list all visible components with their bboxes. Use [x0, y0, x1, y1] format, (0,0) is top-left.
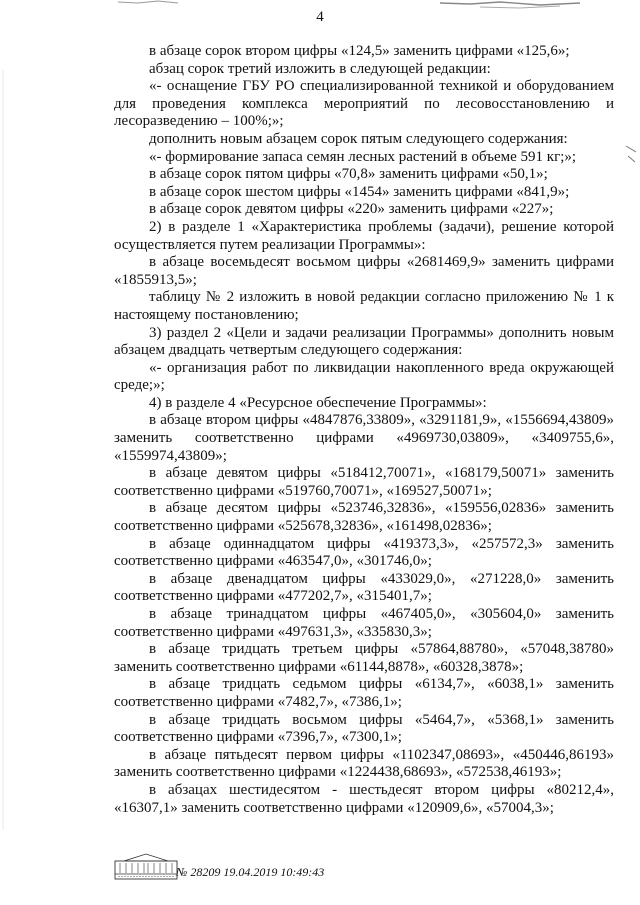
- paragraph: в абзаце десятом цифры «523746,32836», «159556,02836» заменить соответственно цифрами «525678,32836», «161498,02836»;: [114, 500, 614, 535]
- paragraph: в абзацах шестидесятом - шестьдесят втором цифры «80212,4», «16307,1» заменить соответственно цифрами «120909,6», «57004,3»;: [114, 781, 614, 816]
- page-number: 4: [316, 9, 324, 25]
- paragraph: в абзаце тридцать третьем цифры «57864,88780», «57048,38780» заменить соответственно цифрами «61144,8878», «60328,3878»;: [114, 641, 614, 675]
- paragraph: в абзаце одиннадцатом цифры «419373,3», «257572,3» заменить соответственно цифрами «463547,0», «301746,0»;: [114, 535, 614, 570]
- paragraph: в абзаце тридцать восьмом цифры «5464,7», «5368,1» заменить соответственно цифрами «7396,7», «7300,1»;: [114, 711, 614, 746]
- paragraph: абзац сорок третий изложить в следующей редакции:: [149, 60, 491, 77]
- paragraph: в абзаце сорок втором цифры «124,5» заменить цифрами «125,6»;: [149, 43, 570, 59]
- scan-artifact-top-left-icon: [118, 0, 178, 8]
- document-body: [114, 43, 614, 817]
- paragraph: таблицу № 2 изложить в новой редакции согласно приложению № 1 к настоящему постановлению;: [114, 289, 614, 323]
- paragraph: в абзаце сорок пятом цифры «70,8» заменить цифрами «50,1»;: [149, 166, 548, 183]
- footer: [114, 852, 414, 882]
- paragraph: в абзаце тридцать седьмом цифры «6134,7», «6038,1» заменить соответственно цифрами «7482,7», «7386,1»;: [114, 676, 614, 710]
- paragraph: в абзаце двенадцатом цифры «433029,0», «271228,0» заменить соответственно цифрами «477202,7», «315401,7»;: [114, 570, 614, 605]
- paragraph: «- организация работ по ликвидации накопленного вреда окружающей среде;»;: [114, 359, 614, 394]
- paragraph: в абзаце девятом цифры «518412,70071», «168179,50071» заменить соответственно цифрами «519760,70071», «169527,50071»;: [114, 465, 614, 499]
- paragraph: в абзаце пятьдесят первом цифры «1102347,08693», «450446,86193» заменить соответственно цифрами «1224438,68693», «572538,46193»;: [114, 746, 614, 781]
- paragraph: в абзаце сорок шестом цифры «1454» заменить цифрами «841,9»;: [149, 183, 570, 200]
- paragraph: 3) раздел 2 «Цели и задачи реализации Программы» дополнить новым абзацем двадцать четвертым следующего содержания:: [114, 324, 614, 359]
- paragraph: «- оснащение ГБУ РО специализированной техникой и оборудованием для проведения комплекса мероприятий по лесовосстановлению и лесоразведению – 100%;»;: [114, 78, 614, 130]
- paragraph: 2) в разделе 1 «Характеристика проблемы (задачи), решение которой осуществляется путем реализации Программы»:: [114, 218, 614, 253]
- paragraph: в абзаце сорок девятом цифры «220» заменить цифрами «227»;: [149, 201, 554, 218]
- building-stamp-icon: [114, 852, 178, 880]
- paragraph: в абзаце тринадцатом цифры «467405,0», «305604,0» заменить соответственно цифрами «497631,3», «335830,3»;: [114, 606, 614, 640]
- scan-artifact-left-edge-icon: [2, 70, 6, 830]
- paragraph: в абзаце втором цифры «4847876,33809», «3291181,9», «1556694,43809» заменить соответственно цифрами «4969730,03809», «3409755,6», «1559974,43809»;: [114, 412, 614, 464]
- paragraph: дополнить новым абзацем сорок пятым следующего содержания:: [149, 130, 568, 147]
- document-id-stamp: № 28209 19.04.2019 10:49:43: [176, 865, 325, 879]
- paragraph: «- формирование запаса семян лесных растений в объеме 591 кг;»;: [149, 148, 577, 165]
- scan-artifact-right-edge-icon: [624, 144, 638, 164]
- scan-artifact-top-right-icon: [440, 0, 580, 12]
- paragraph: 4) в разделе 4 «Ресурсное обеспечение Программы»:: [149, 394, 487, 411]
- paragraph: в абзаце восемьдесят восьмом цифры «2681469,9» заменить цифрами «1855913,5»;: [114, 254, 614, 288]
